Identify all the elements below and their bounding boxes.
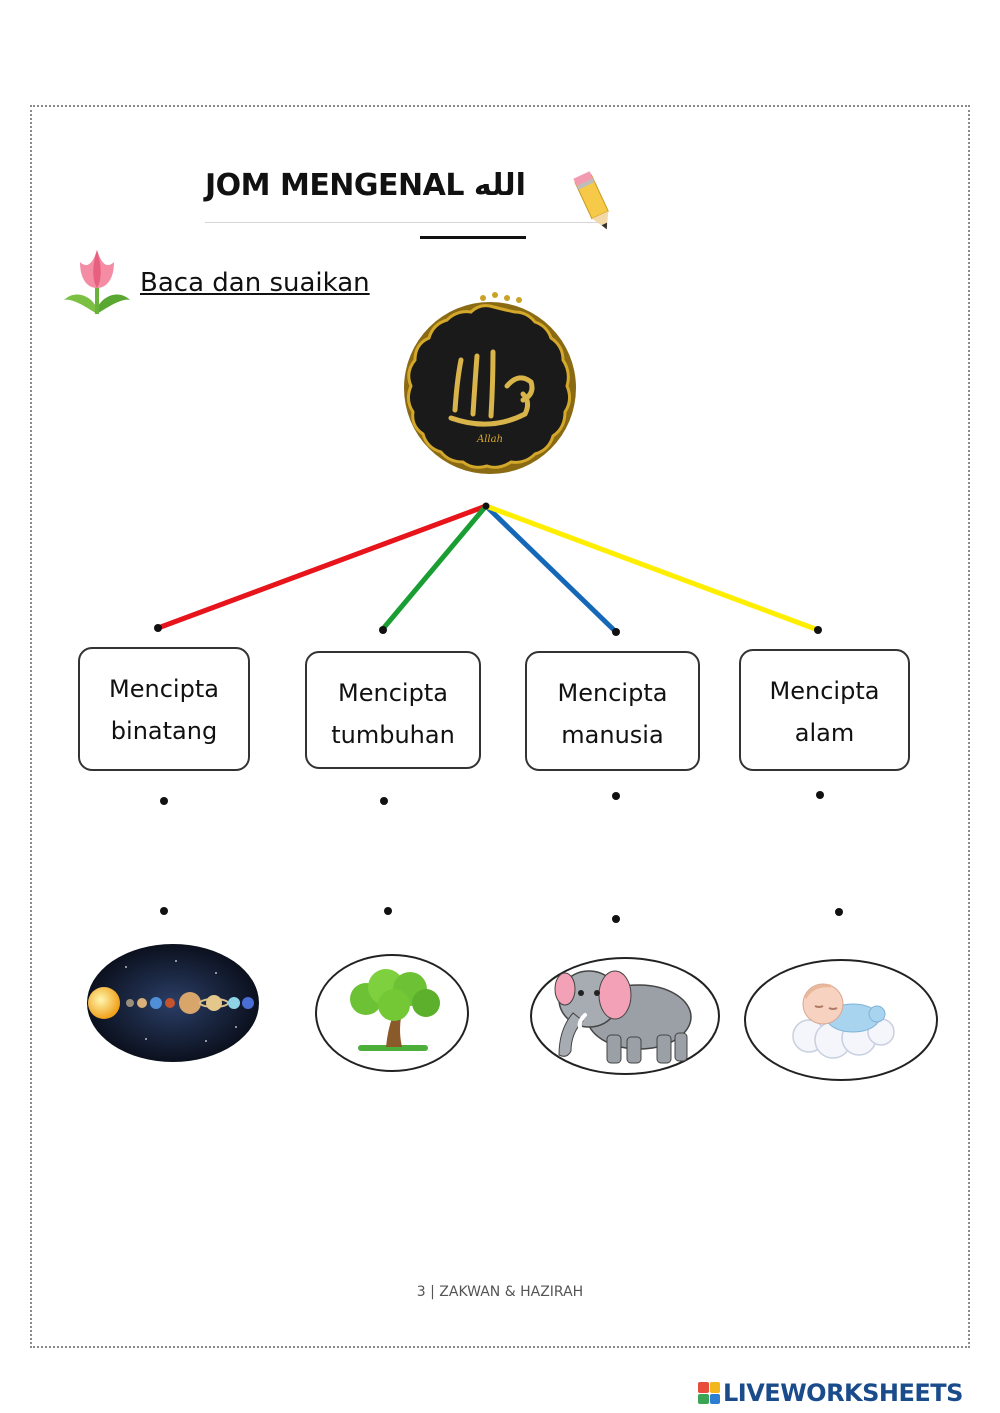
option-line1: Mencipta: [769, 677, 880, 705]
option-line2: tumbuhan: [331, 721, 455, 749]
elephant-image: [529, 955, 721, 1077]
option-line1: Mencipta: [557, 679, 668, 707]
liveworksheets-logo: [698, 1378, 963, 1408]
option-box-manusia: [525, 651, 700, 771]
instruction-text: Baca dan suaikan: [140, 268, 370, 298]
connector-dot[interactable]: [380, 797, 388, 805]
connector-dot[interactable]: [160, 797, 168, 805]
pencil-icon: [572, 170, 618, 238]
svg-text:Allah: Allah: [476, 434, 504, 445]
option-box-tumbuhan: [305, 651, 481, 769]
connector-dot[interactable]: [384, 907, 392, 915]
allah-calligraphy-emblem: [395, 290, 585, 475]
connector-dot[interactable]: [612, 628, 620, 636]
option-box-binatang: [78, 647, 250, 771]
connector-dot[interactable]: [160, 907, 168, 915]
connector-dot[interactable]: [814, 626, 822, 634]
option-line2: manusia: [561, 721, 664, 749]
option-line2: binatang: [110, 717, 218, 745]
option-line2: alam: [794, 719, 855, 747]
page-footer: 3 | ZAKWAN & HAZIRAH: [416, 1284, 584, 1300]
connector-dot[interactable]: [612, 915, 620, 923]
title-underline: [420, 236, 526, 239]
option-line1: Mencipta: [338, 679, 448, 707]
tulip-icon: [62, 244, 132, 322]
option-line1: Mencipta: [109, 675, 219, 703]
option-box-alam: [739, 649, 910, 771]
liveworksheets-mark-icon: [698, 1382, 720, 1404]
page-title: JOM MENGENAL الله: [205, 168, 526, 203]
baby-image: [743, 958, 939, 1082]
connector-dot[interactable]: [154, 624, 162, 632]
brand-name: LIVEWORKSHEETS: [723, 1379, 963, 1407]
connector-dot[interactable]: [379, 626, 387, 634]
title-rule: [205, 222, 605, 223]
solar-system-image: [86, 943, 260, 1063]
tree-image: [314, 953, 470, 1073]
connector-dot[interactable]: [835, 908, 843, 916]
connector-dot[interactable]: [816, 791, 824, 799]
connector-dot[interactable]: [612, 792, 620, 800]
